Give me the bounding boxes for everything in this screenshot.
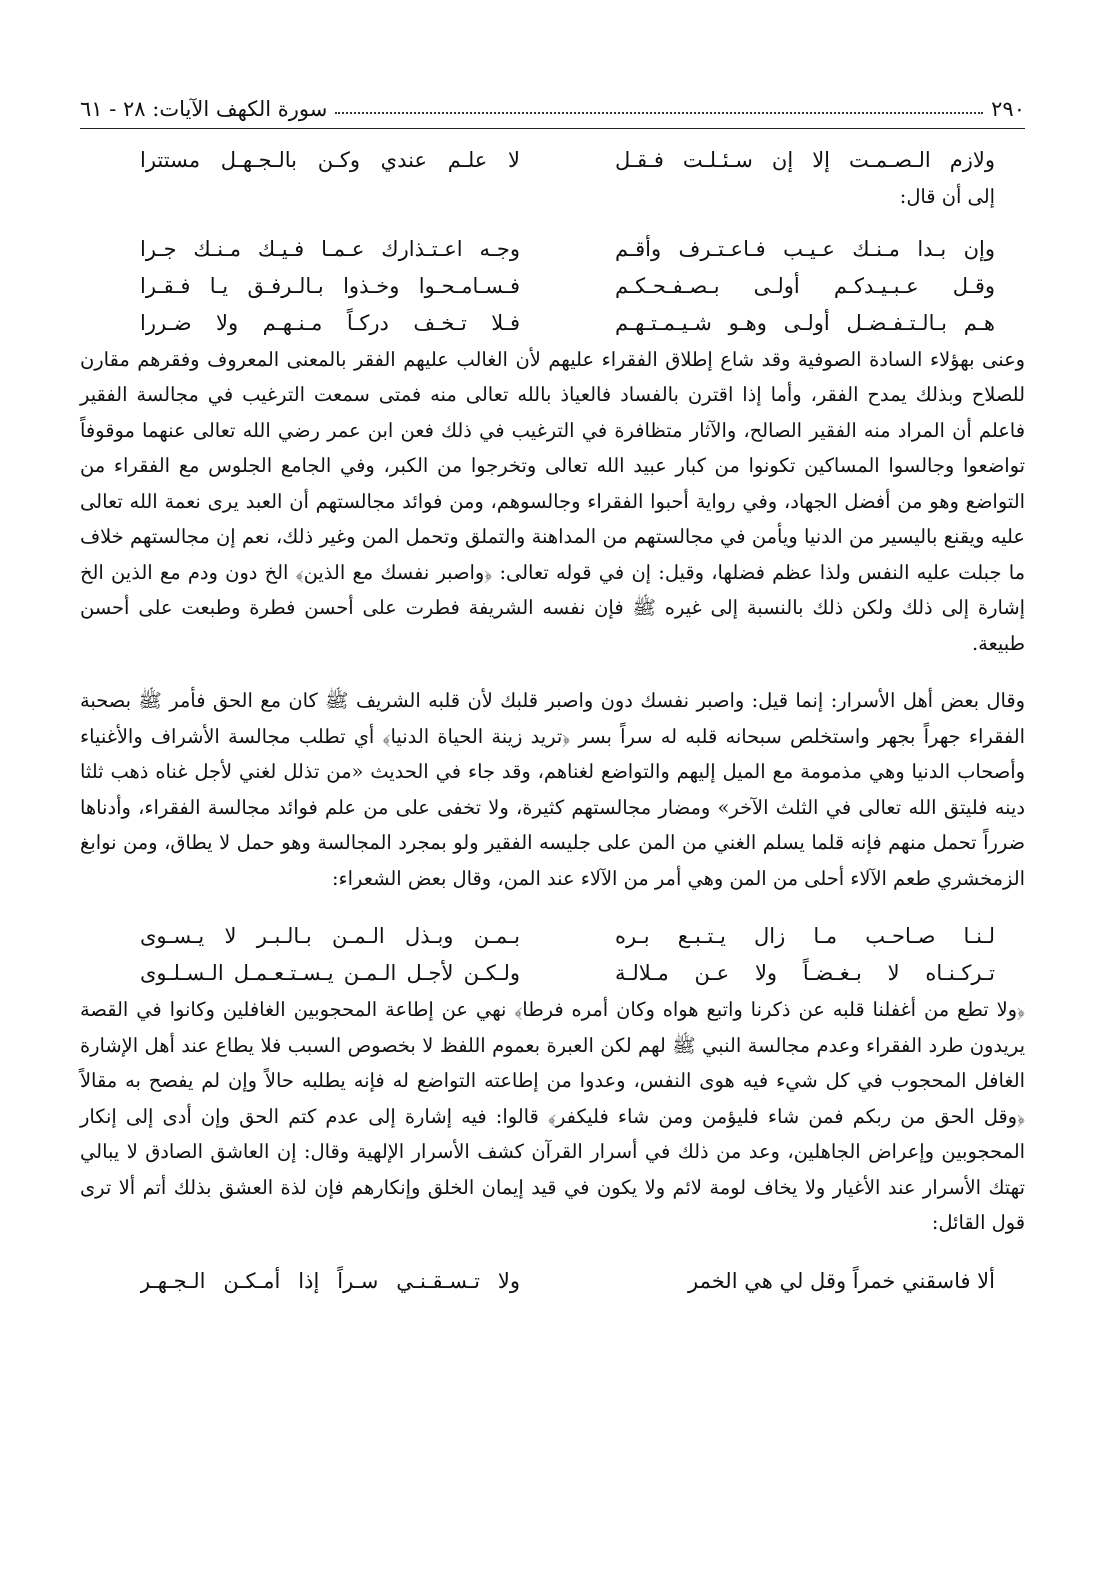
verse-line [80,918,1025,955]
verse-block [80,1263,1025,1300]
verse-line [80,142,1025,179]
chapter-title: سورة الكهف الآيات: ٢٨ - ٦١ [80,97,328,121]
verse-hemistich-first: ألا فاسقني خمراً وقل لي هي الخمر [688,1268,995,1293]
verse-line [80,231,1025,268]
verse-hemistich-second: لا علـم عندي وكـن بالـجـهـل مستترا [140,148,520,172]
book-page [80,0,1025,1573]
verse-block [80,918,1025,992]
verse-block [80,231,1025,342]
verse-hemistich-first: وإن بـدا مـنـك عـيـب فـاعـتـرف وأقـم [615,236,995,261]
verse-hemistich-first: لـنـا صـاحـب مـا زال يـتـبـع بـره [615,924,995,948]
verse-line [80,955,1025,992]
verse-bridge-text: إلى أن قال: [899,185,995,208]
verse-hemistich-first: وقـل عـبـيـدكـم أولـى بـصـفـحـكـم [615,273,995,298]
verse-hemistich-first: تـركـنـاه لا بـغـضـاً ولا عـن مـلالـة [615,961,995,985]
page-body [80,142,1025,1300]
verse-hemistich-second: ولا تـسـقـنـي سـراً إذا أمـكـن الـجـهـر [140,1268,520,1293]
verse-line [80,1263,1025,1300]
verse-line [80,305,1025,342]
verse-hemistich-second: فـسـامـحـوا وخـذوا بـالـرفـق يـا فـقـرا [140,273,520,298]
header-rule [80,128,1025,129]
verse-hemistich-second: وجـه اعـتـذارك عـمـا فـيـك مـنـك جـرا [140,236,520,261]
verse-hemistich-second: بـمـن وبـذل الـمـن بـالـبـر لا يـسـوى [140,924,520,948]
verse-line [80,268,1025,305]
verse-hemistich-second: فـلا تـخـف دركـاً مـنـهـم ولا ضـررا [140,310,520,335]
paragraph: ﴿ولا تطع من أغفلنا قلبه عن ذكرنا واتبع هواه وكان أمره فرطا﴾ نهي عن إطاعة المحجوبين الغافلين وكانوا في القصة يريدون طرد الفقراء وعدم مجالسة النبي ﷺ لهم لكن العبرة بعموم اللفظ لا بخصوص السبب فلا يطاع عند أهل الإشارة الغافل المحجوب في كل شيء فيه هوى النفس، وعدوا من إطاعته التواضع له فإنه يطلبه حالاً وإن لم يفصح به مقالاً ﴿وقل الحق من ربكم فمن شاء فليؤمن ومن شاء فليكفر﴾ قالوا: فيه إشارة إلى عدم كتم الحق وإن أدى إلى إنكار المحجوبين وإعراض الجاهلين، وعد من ذلك في أسرار القرآن كشف الأسرار الإلهية وقال: إن العاشق الصادق لا يبالي تهتك الأسرار عند الأغيار ولا يخاف لومة لائم ولا يكون في قيد إيمان الخلق وإنكارهم فإن لذة العشق بذلك أتم ألا ترى قول القائل: [80,998,1025,1234]
verse-hemistich-second: ولـكـن لأجـل الـمـن يـسـتـعـمـل الـسـلـوى [140,961,520,985]
page-number: ٢٩٠ [991,97,1025,121]
running-header [80,92,1025,126]
header-dot-leader [335,112,983,114]
paragraph: وقال بعض أهل الأسرار: إنما قيل: واصبر نفسك دون واصبر قلبك لأن قلبه الشريف ﷺ كان مع الحق فأمر ﷺ بصحبة الفقراء جهراً بجهر واستخلص سبحانه قلبه له سراً بسر ﴿تريد زينة الحياة الدنيا﴾ أي تطلب مجالسة الأشراف والأغنياء وأصحاب الدنيا وهي مذمومة مع الميل إليهم والتواضع لغناهم، وقد جاء في الحديث «من تذلل لغني لأجل غناه ذهب ثلثا دينه فليتق الله تعالى في الثلث الآخر» ومضار مجالستهم كثيرة، ولا تخفى على من علم فوائد مجالسة الفقراء، وأدناها ضرراً تحمل منهم فإنه قلما يسلم الغني من المن على جليسه الفقير ولو بمجرد المجالسة وهو حمل لا يطاق، ومن نوابغ الزمخشري طعم الآلاء أحلى من المن وهي أمر من الآلاء عند المن، وقال بعض الشعراء: [80,689,1025,890]
verse-hemistich-first: هـم بـالـتـفـضـل أولـى وهـو شـيـمـتـهـم [615,310,995,335]
verse-hemistich-first: ولازم الـصـمـت إلا إن سـئـلـت فـقـل [615,148,995,172]
paragraph: وعنى بهؤلاء السادة الصوفية وقد شاع إطلاق الفقراء عليهم لأن الغالب عليهم الفقر بالمعنى المعروف وفقرهم مقارن للصلاح وبذلك يمدح الفقر، وأما إذا اقترن بالفساد فالعياذ بالله تعالى منه فمتى سمعت الترغيب في مجالسة الفقير فاعلم أن المراد منه الفقير الصالح، والآثار متظافرة في الترغيب في ذلك فعن ابن عمر رضي الله تعالى عنهما موقوفاً تواضعوا وجالسوا المساكين تكونوا من كبار عبيد الله تعالى وتخرجوا من الكبر، وفي الجامع الجلوس مع الفقراء من التواضع وهو من أفضل الجهاد، وفي رواية أحبوا الفقراء وجالسوهم، ومن فوائد مجالستهم أن العبد يرى نعمة الله تعالى عليه ويقنع باليسير من الدنيا ويأمن في مجالستهم من المداهنة والتملق وتحمل المن وغير ذلك، نعم إن مجالستهم خلاف ما جبلت عليه النفس ولذا عظم فضلها، وقيل: إن في قوله تعالى: ﴿واصبر نفسك مع الذين﴾ الخ دون ودم مع الذين الخ إشارة إلى ذلك ولكن ذلك بالنسبة إلى غيره ﷺ فإن نفسه الشريفة فطرت على أحسن فطرة وطبعت على أحسن طبيعة. [80,347,1025,655]
